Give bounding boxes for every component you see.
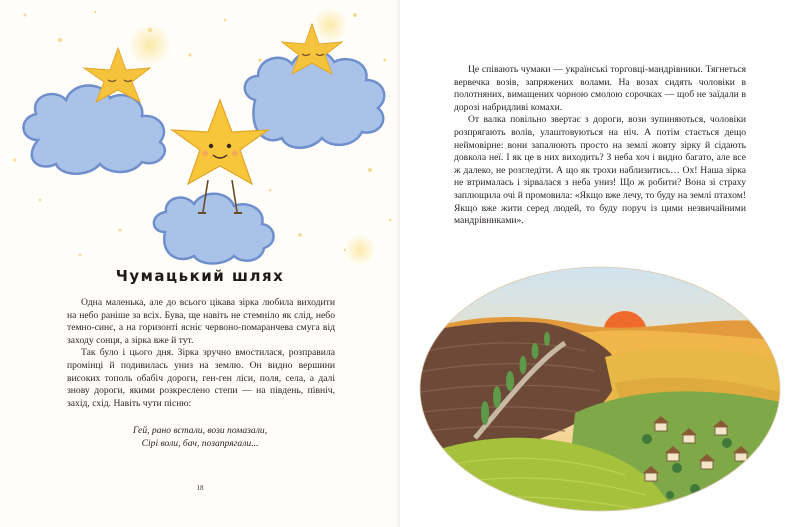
left-page-text — [67, 297, 335, 410]
steppe-landscape-illustration — [415, 263, 785, 515]
page-number: 18 — [196, 484, 204, 492]
chapter-title: Чумацький шлях — [115, 267, 285, 285]
verse-line: Гей, рано встали, вози помазали, — [132, 425, 268, 436]
cloud-left — [23, 85, 164, 173]
right-page-text — [454, 64, 746, 228]
paragraph: Так було і цього дня. Зірка зручно вмостилася, розправила промінці й подивилась униз на землю. Он видно вершини високих тополь обабіч дороги, ген-ген ліси, поля, села, а далі знову дороги, якими розкреслено степи — на південь, північ, захід, схід. Навіть чути пісню: — [67, 347, 335, 409]
song-verse — [0, 424, 400, 450]
cloud-right — [245, 51, 384, 148]
paragraph: Це співають чумаки — українські торговці-мандрівники. Тягнеться вервечка возів, запряжених волами. На возах сидять чоловіки в полотняних, вимащених чорною смолою сорочках — щоб не заїдали в дорозі набридливі комахи. — [454, 64, 746, 113]
right-page — [400, 0, 800, 527]
paragraph: От валка повільно звертає з дороги, вози зупиняються, чоловіки розпрягають волів, улаштовуються на ніч. А потім стається дещо неймовірне: вони запалюють просто на землі жовту зірку й сідають довкола неї. І як це в них виходить? З неба хоч і видно багато, але все ж далеко, не розгледіти. А що як трохи наблизитись… Ох! Наша зірка не втрималась і зірвалася з неба униз! Що ж робити? Вона зі страху заплющила очі й промовила: «Якщо вже лечу, то буду на землі птахом! Якщо вже жити серед людей, то буду поруч із цими незвичайними мандрівниками». — [454, 114, 746, 227]
stars-and-clouds-illustration — [0, 0, 400, 265]
verse-line: Сірі воли, бач, позапрягали... — [141, 438, 259, 449]
cloud-bottom — [154, 194, 274, 264]
paragraph: Одна маленька, але до всього цікава зірка любила виходити на небо раніше за всіх. Бува, ще навіть не стемніло як слід, небо темно-синє, а на горизонті ясніє червоно-помаранчева смуга від заходу сонця, а зірка вже й тут. — [67, 297, 335, 346]
